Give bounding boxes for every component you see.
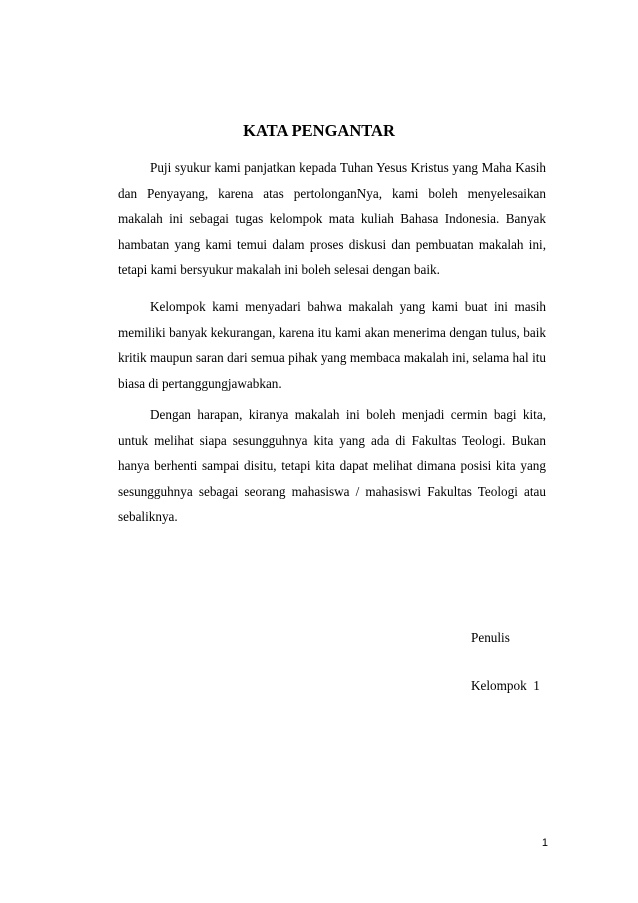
- page-title: KATA PENGANTAR: [243, 121, 395, 140]
- paragraph-1: Puji syukur kami panjatkan kepada Tuhan Yesus Kristus yang Maha Kasih dan Penyayang, karena atas pertolonganNya, kami boleh menyelesaikan makalah ini sebagai tugas kelompok mata kuliah Bahasa Indonesia. Banyak hambatan yang kami temui dalam proses diskusi dan pembuatan makalah ini, tetapi kami bersyukur makalah ini boleh selesai dengan baik.: [118, 160, 546, 277]
- paragraph-1-container: [118, 155, 546, 283]
- paragraph-3-container: [118, 402, 546, 530]
- signature-role: Penulis: [471, 630, 510, 645]
- paragraph-3: Dengan harapan, kiranya makalah ini boleh menjadi cermin bagi kita, untuk melihat siapa sesungguhnya kita yang ada di Fakultas Teologi. Bukan hanya berhenti sampai disitu, tetapi kita dapat melihat dimana posisi kita yang sesungguhnya sebagai seorang mahasiswa / mahasiswi Fakultas Teologi atau sebaliknya.: [118, 407, 546, 524]
- paragraph-2-container: [118, 294, 546, 396]
- page-number: 1: [541, 837, 548, 849]
- paragraph-2: Kelompok kami menyadari bahwa makalah yang kami buat ini masih memiliki banyak kekurangan, karena itu kami akan menerima dengan tulus, baik kritik maupun saran dari semua pihak yang membaca makalah ini, selama hal itu biasa di pertanggungjawabkan.: [118, 299, 546, 391]
- signature-name: Kelompok 1: [471, 678, 540, 693]
